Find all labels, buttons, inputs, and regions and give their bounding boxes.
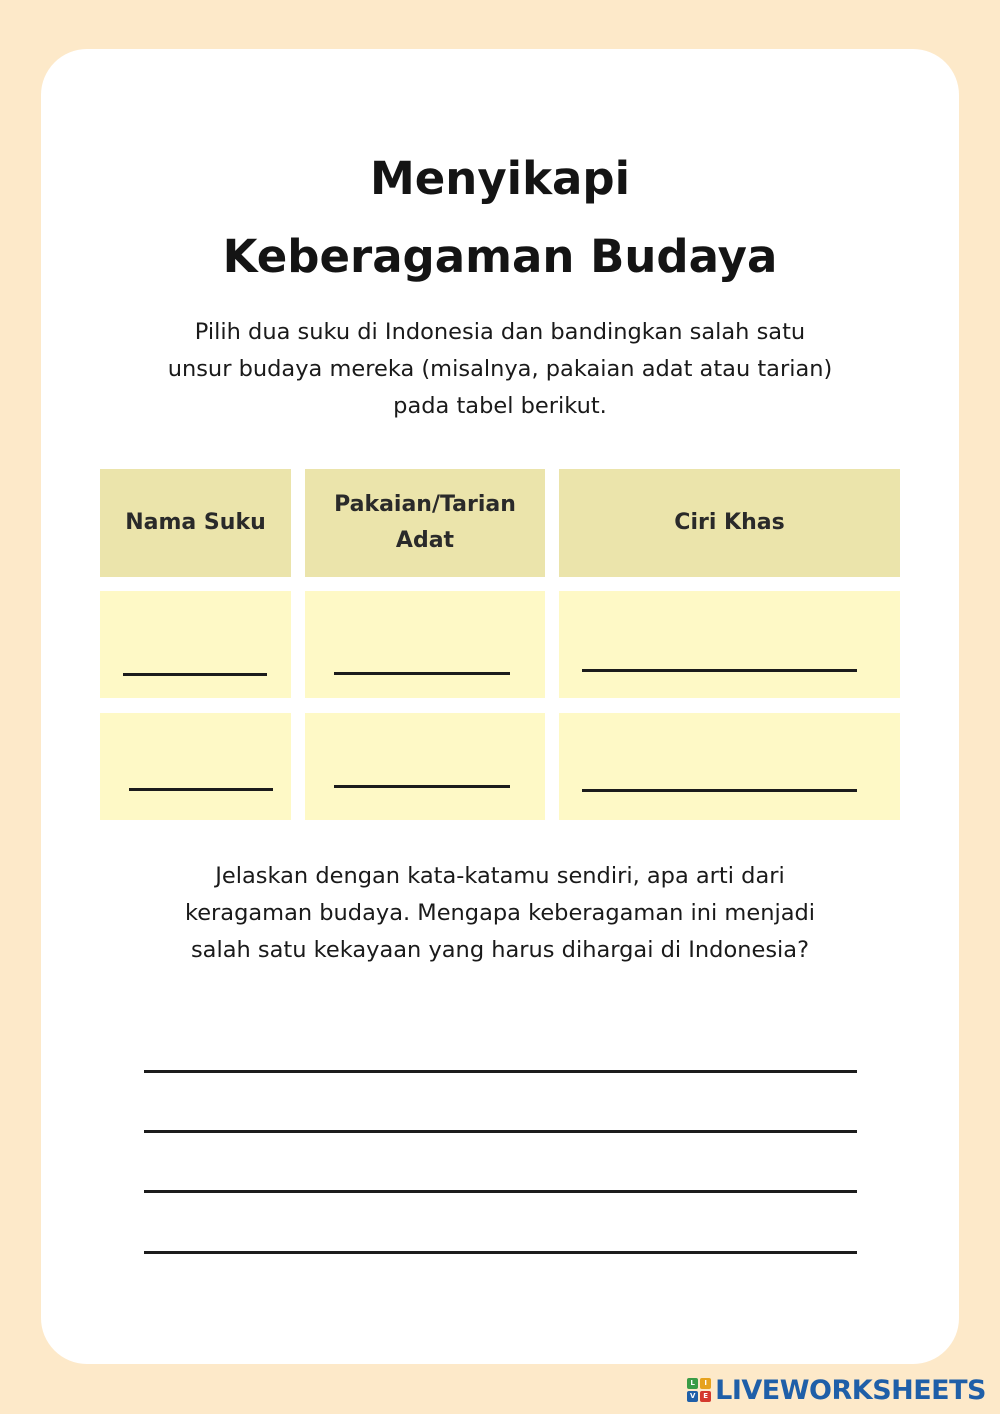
answer-line-4[interactable] (144, 1251, 857, 1254)
table-cell-row2-nama-suku (100, 713, 291, 820)
table-cell-row1-ciri-khas (559, 591, 900, 698)
question-instruction (140, 858, 860, 969)
title-line-2: Keberagaman Budaya (222, 230, 778, 283)
answer-line-1[interactable] (144, 1070, 857, 1073)
answer-blank-row1-ciri-khas[interactable] (582, 669, 857, 672)
header-pakaian-tarian-label-line-2: Adat (395, 528, 455, 553)
table-instruction (140, 314, 860, 425)
instruction-1-line-2: unsur budaya mereka (misalnya, pakaian adat atau tarian) (167, 356, 833, 382)
answer-blank-row2-ciri-khas[interactable] (582, 789, 857, 792)
table-cell-row1-pakaian (305, 591, 545, 698)
header-ciri-khas-label: Ciri Khas (674, 510, 785, 535)
logo-letter-v: V (687, 1391, 698, 1402)
header-ciri-khas (559, 469, 900, 577)
answer-line-2[interactable] (144, 1130, 857, 1133)
title-line-1: Menyikapi (369, 152, 631, 205)
instruction-1-line-3: pada tabel berikut. (393, 393, 607, 419)
answer-blank-row2-pakaian[interactable] (334, 785, 510, 788)
table-cell-row2-pakaian (305, 713, 545, 820)
answer-blank-row2-nama-suku[interactable] (129, 788, 273, 791)
header-pakaian-tarian-adat (305, 469, 545, 577)
table-cell-row1-nama-suku (100, 591, 291, 698)
instruction-2-line-3: salah satu kekayaan yang harus dihargai di Indonesia? (190, 937, 810, 963)
logo-letter-l: L (687, 1378, 698, 1389)
worksheet-title (0, 140, 1000, 296)
instruction-2-line-2: keragaman budaya. Mengapa keberagaman ini menjadi (184, 900, 816, 926)
header-nama-suku-label: Nama Suku (125, 510, 266, 535)
logo-letter-i: I (700, 1378, 711, 1389)
logo-letter-e: E (700, 1391, 711, 1402)
instruction-2-line-1: Jelaskan dengan kata-katamu sendiri, apa arti dari (215, 863, 785, 889)
header-nama-suku (100, 469, 291, 577)
answer-line-3[interactable] (144, 1190, 857, 1193)
instruction-1-line-1: Pilih dua suku di Indonesia dan bandingkan salah satu (194, 319, 806, 345)
header-pakaian-tarian-label-line-1: Pakaian/Tarian (334, 492, 516, 517)
answer-blank-row1-nama-suku[interactable] (123, 673, 267, 676)
answer-blank-row1-pakaian[interactable] (334, 672, 510, 675)
brand-name: LIVEWORKSHEETS (715, 1374, 986, 1406)
liveworksheets-brand (687, 1374, 986, 1406)
liveworksheets-logo-icon (687, 1378, 711, 1402)
table-cell-row2-ciri-khas (559, 713, 900, 820)
